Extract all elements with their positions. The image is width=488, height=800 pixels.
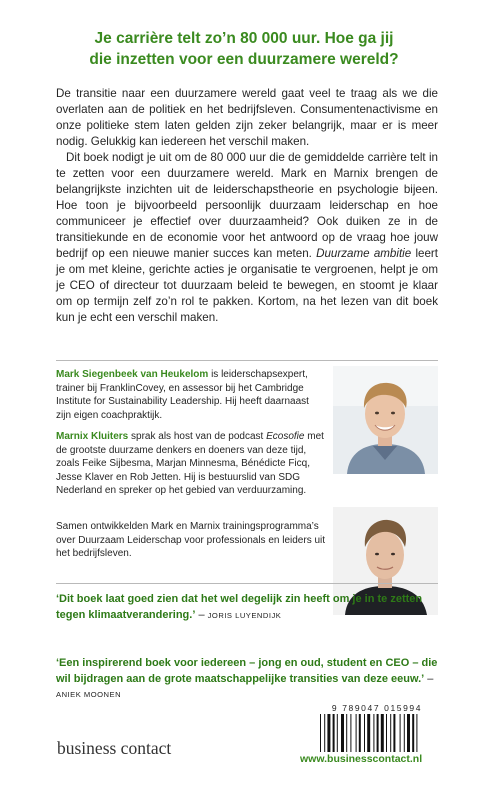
quote-luyendijk-dash: – [195, 608, 208, 621]
author-name-marnix: Marnix Kluiters [56, 431, 129, 442]
quote-moonen-text: ‘Een inspirerend boek voor iedereen – jong en oud, student en CEO – die wil bijdragen aan de grote maatschappelijke transities van deze eeuw.’ [56, 657, 438, 685]
bio-marnix-text-b: met de grootste duurzame denkers en doeners van deze tijd, zoals Feike Sijbesma, Marjan Minnesma, Bénédicte Ficq, Jesse Klaver en Rob Jetten. Hij is bestuurslid van SDG Nederland en spreker op het gebied van verduurzaming. [56, 431, 324, 497]
quote-luyendijk-author: JORIS LUYENDIJK [207, 610, 282, 620]
blurb-p2-end: leert je om met kleine, gerichte acties je organisatie te vergroenen, helpt je om je CEO of directeur tot duurzaam beleid te bewegen, en stoomt je klaar om op termijn zelf zo’n rol te pakken. Kortom, na het lezen van dit boek kun je echt een verschil maken. [56, 247, 438, 324]
author-name-mark: Mark Siegenbeek van Heukelom [56, 369, 209, 380]
authors-together: Samen ontwikkelden Mark en Marnix trainingsprogramma’s over Duurzaam Leiderschap voor professionals en leiders uit het bedrijfsleven. [56, 521, 326, 560]
publisher-logo: business contact [57, 738, 172, 758]
headline-line-1: Je carrière telt zo’n 80 000 uur. Hoe ga jij [94, 30, 394, 47]
book-title-italic: Duurzame ambitie [316, 247, 412, 260]
podcast-name: Ecosofie [266, 431, 305, 442]
quote-moonen-author: ANIEK MOONEN [56, 690, 122, 699]
website-link[interactable]: www.businesscontact.nl [300, 753, 423, 765]
quote-luyendijk-text: ‘Dit boek laat goed zien dat het wel degelijk zin heeft om je in te zetten tegen klimaatverandering.’ [56, 593, 423, 621]
headline [70, 28, 418, 70]
blurb-p2-start: Dit boek nodigt je uit om de 80 000 uur die de gemiddelde carrière telt in te zetten voor een duurzamere wereld. Mark en Marnix brengen de belangrijkste inzichten uit de leiderschapstheorie en psychologie bijeen. Hoe toon je bijvoorbeeld persoonlijk duurzaam leiderschap en hoe communiceer je effectief over duurzaamheid? Ook duiken ze in de transitiekunde en de economie voor het antwoord op de vraag hoe jouw bedrijf op een nieuwe manier succes kan meten. [56, 151, 438, 260]
headline-line-2: die inzetten voor een duurzamere wereld? [89, 51, 399, 68]
quote-moonen [56, 656, 438, 703]
quote-moonen-dash: – [424, 672, 434, 685]
bio-mark-text: is leiderschapsexpert, trainer bij FranklinCovey, en assessor bij het Cambridge Institute for Sustainability Leadership. Hij heeft daarnaast zijn eigen coachpraktijk. [56, 369, 309, 421]
bio-marnix [56, 430, 326, 498]
blurb [56, 86, 438, 326]
divider-quotes [56, 583, 438, 584]
bio-marnix-text-a: sprak als host van de podcast [128, 431, 267, 442]
blurb-paragraph-2 [56, 150, 438, 326]
isbn-number: 9 789047 015994 [331, 703, 423, 713]
divider-top [56, 360, 438, 361]
bio-mark [56, 368, 326, 422]
blurb-paragraph-1: De transitie naar een duurzamere wereld gaat veel te traag als we die overlaten aan de politiek en het bedrijfsleven. Consumentenactivisme en onze politieke stem laten gelden zijn zeker belangrijk, maar er is meer nodig. Gelukkig kan iedereen het verschil maken. [56, 87, 438, 148]
quote-luyendijk [56, 592, 438, 623]
author-photo-mark [333, 366, 438, 474]
